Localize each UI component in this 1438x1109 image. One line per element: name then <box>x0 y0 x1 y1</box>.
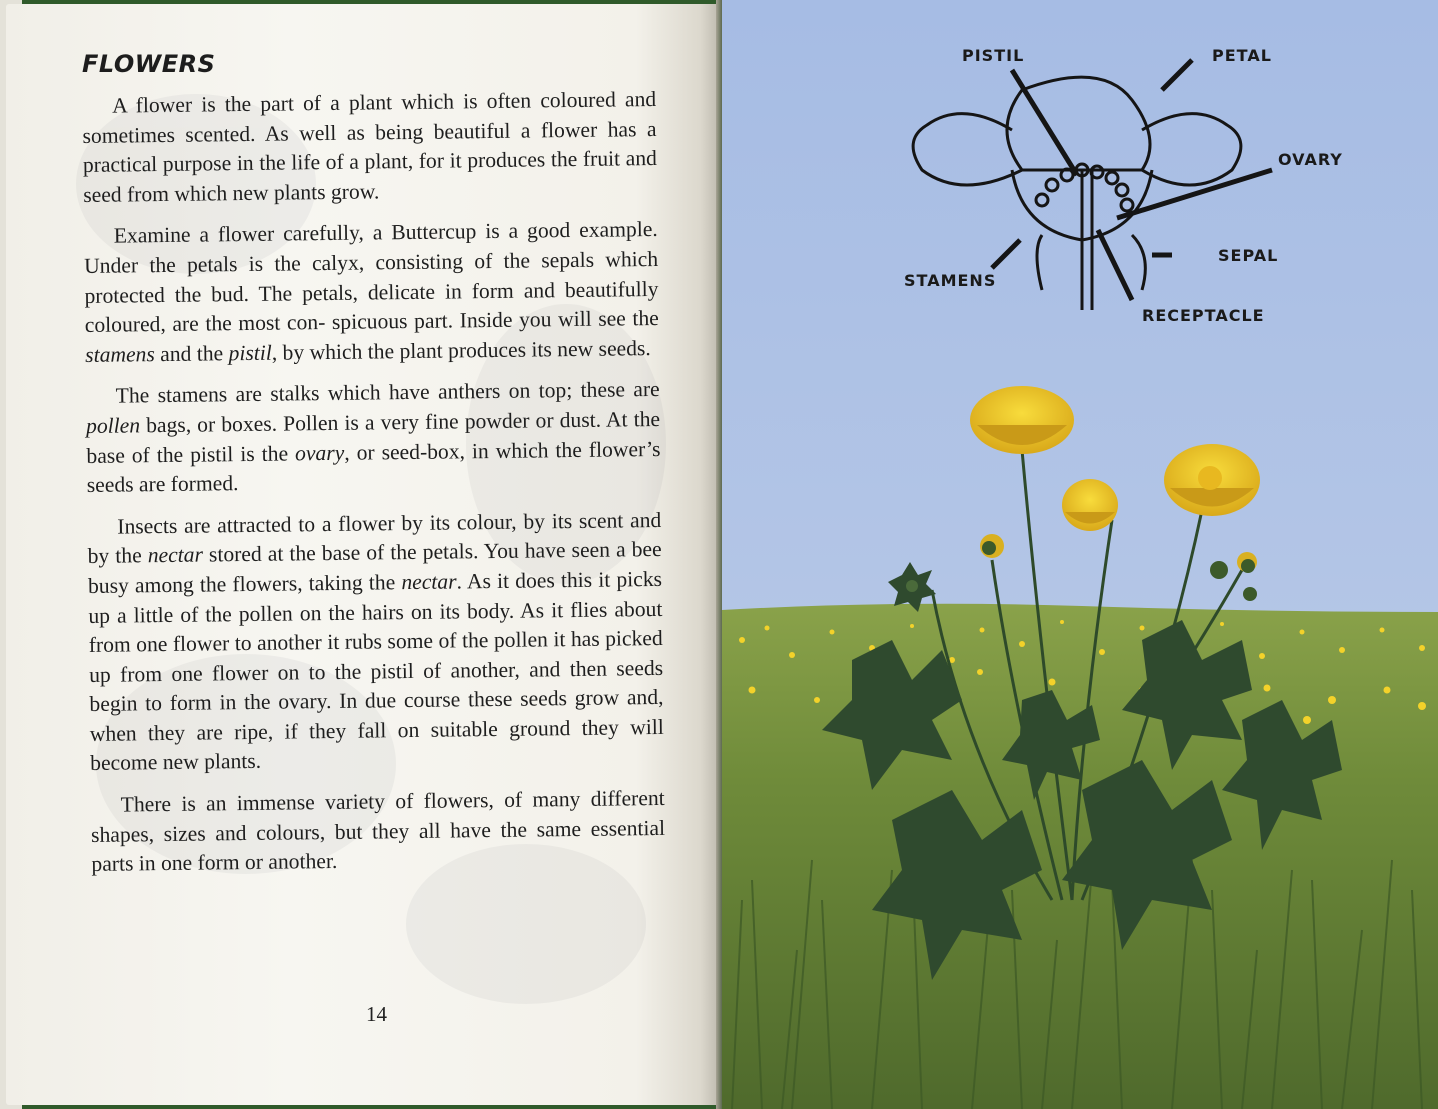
sky <box>722 0 1438 640</box>
paragraph: Insects are attracted to a flower by its colour, by its scent and by the nectar stored at the base of the petals. You have seen a bee busy among the flowers, taking the nectar. As it does this it picks up a little of the pollen on the hairs on its body. As it flies about from one flower to another it rubs some of the pollen it has picked up from one flower on to the pistil of another, and then seeds begin to form in the ovary. In due course these seeds grow and, when they are ripe, if they fall on suitable ground they will become new plants. <box>87 507 664 776</box>
page-number: 14 <box>366 1002 387 1026</box>
left-page <box>6 4 722 1105</box>
label-receptacle: RECEPTACLE <box>1142 306 1265 325</box>
paragraph: The stamens are stalks which have anthers on top; these are pollen bags, or boxes. Pollen is a very fine powder or dust. At the base of the pistil is the ovary, or seed-box, in which the flower’s seeds are formed. <box>85 377 661 498</box>
label-stamens: STAMENS <box>904 271 997 290</box>
label-pistil: PISTIL <box>962 46 1025 65</box>
label-petal: PETAL <box>1212 46 1272 65</box>
label-sepal: SEPAL <box>1218 246 1279 265</box>
body-text <box>82 85 666 892</box>
page-heading: FLOWERS <box>82 50 216 78</box>
paragraph: Examine a flower carefully, a Buttercup is a good example. Under the petals is the calyx, consisting of the sepals which protected the bud. The petals, delicate in form and beautifully coloured, are the most con- spicuous part. Inside you will see the stamens and the pistil, by which the plant produces its new seeds. <box>83 217 659 367</box>
paragraph: A flower is the part of a plant which is often coloured and sometimes scented. As well as being beautiful a flower has a practical purpose in the life of a plant, for it produces the fruit and seed from which new plants grow. <box>82 86 658 207</box>
right-page-illustration <box>722 0 1438 1109</box>
paragraph: There is an immense variety of flowers, of many different shapes, sizes and colours, but they all have the same essential parts in one form or another. <box>90 785 666 877</box>
label-ovary: OVARY <box>1278 150 1343 169</box>
